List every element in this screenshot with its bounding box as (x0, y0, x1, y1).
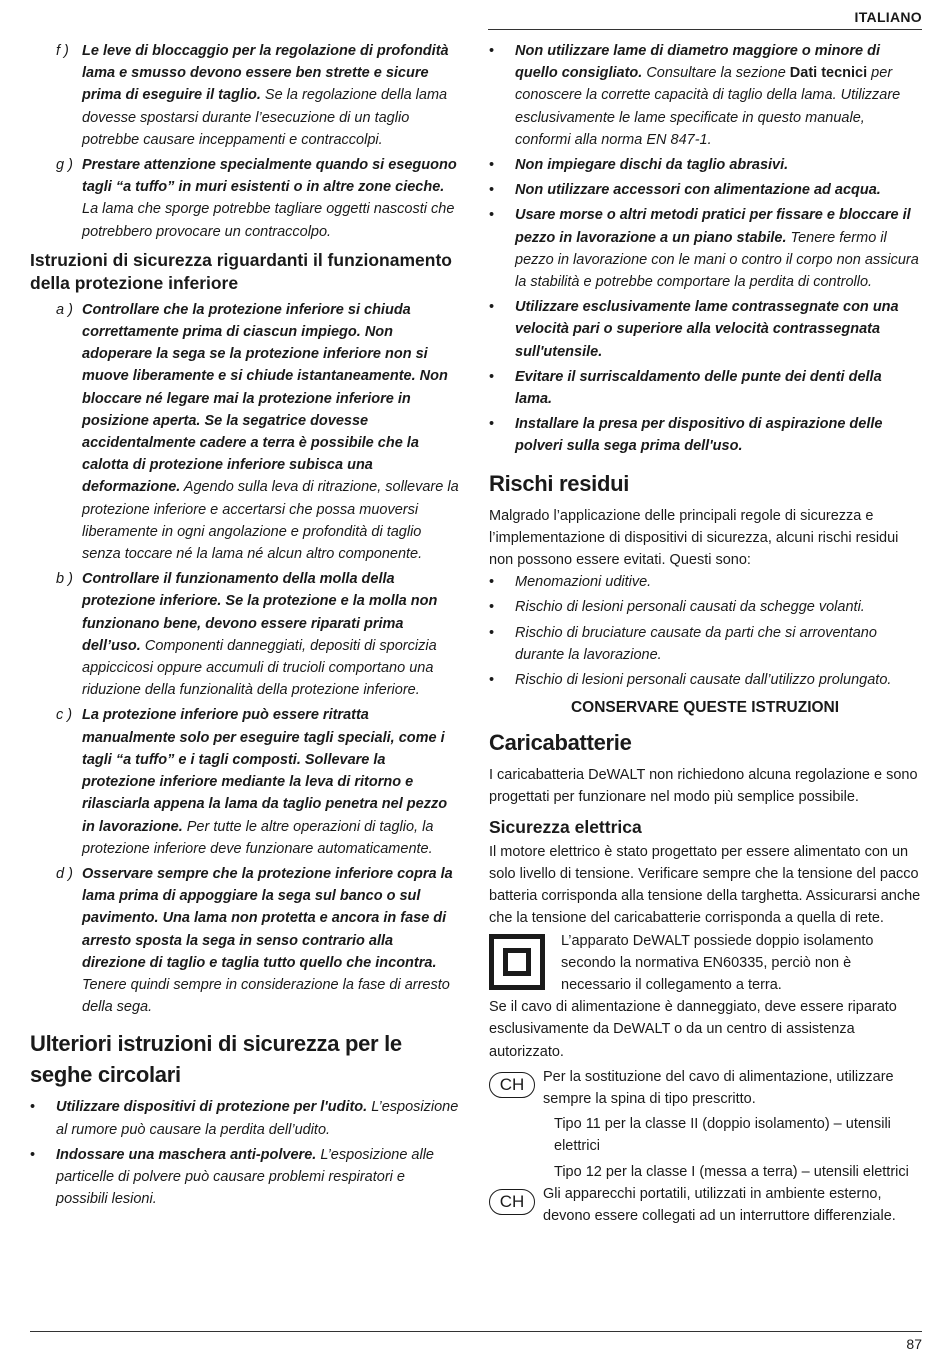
item-bold: Controllare che la protezione inferiore si chiuda correttamente prima di ciascun impiego. Non adoperare la sega se la protezione inferiore non si muove liberamente e si chiude istantaneamente. Non bloccare né legare mai la protezione inferiore in posizione aperta. Se la segatrice dovesse accidentalmente cadere a terra è possibile che la calotta di protezione inferiore subisca una deformazione. (82, 301, 448, 496)
bullet-icon: • (489, 43, 495, 59)
section-heading: Istruzioni di sicurezza riguardanti il funzionamento della protezione inferiore (30, 249, 452, 293)
residual-risks-title: Rischi residui (489, 470, 630, 496)
bullet-icon: • (489, 672, 495, 689)
item-bold: Non impiegare dischi da taglio abrasivi. (515, 157, 789, 174)
double-insulation-row (489, 930, 921, 997)
item-strong: Dati tecnici (789, 65, 868, 82)
item-bold: Utilizzare dispositivi di protezione per l'udito. (56, 1099, 368, 1116)
electrical-safety-heading: Sicurezza elettrica (489, 816, 642, 837)
item-text: La lama che sporge potrebbe tagliare oggetti nascosti che potrebbero provocare un contraccolpo. (82, 201, 455, 240)
list-item (30, 863, 460, 1018)
footer-rule (30, 1331, 922, 1332)
item-text: Se la regolazione della lama dovesse spostarsi durante l’esecuzione di un taglio potrebbe causare inceppamenti e contraccolpi. (82, 87, 448, 148)
item-marker: g ) (56, 157, 73, 174)
item-bold: Evitare il surriscaldamento delle punte dei denti della lama. (515, 368, 882, 408)
bullet-item (489, 40, 921, 151)
electrical-safety-text: Il motore elettrico è stato progettato per essere alimentato con un solo livello di tensione. Verificare sempre che la tensione del pacco batteria corrisponda alla tensione della targhetta. Assicurarsi anche che la tensione del caricabatterie corrisponda a quella di rete. (489, 843, 921, 927)
double-insulation-icon (489, 934, 549, 990)
item-text: Tenere quindi sempre in considerazione la fase di arresto della sega. (82, 976, 450, 1016)
item-text: Menomazioni uditive. (515, 574, 652, 591)
item-text: Consultare la sezione (642, 65, 790, 82)
item-text: Rischio di lesioni personali causate dall’utilizzo prolungato. (515, 672, 892, 689)
type12-text: Tipo 12 per la classe I (messa a terra) – utensili elettrici (554, 1163, 909, 1180)
item-marker: d ) (56, 865, 73, 882)
item-marker: a ) (56, 301, 73, 318)
list-item (30, 40, 460, 151)
residual-intro: Malgrado l’applicazione delle principali regole di sicurezza e l’implementazione di dispositivi di sicurezza, alcuni rischi residui non possono essere evitati. Questi sono: (489, 507, 899, 569)
bullet-item (489, 366, 921, 410)
ch-row (489, 1066, 921, 1110)
ch-rcd-text: Gli apparecchi portatili, utilizzati in ambiente esterno, devono essere collegati ad un interruttore differenziale. (543, 1185, 896, 1224)
item-bold: Non utilizzare lame di diametro maggiore o minore di quello consigliato. (515, 43, 880, 82)
item-bold: Non utilizzare accessori con alimentazione ad acqua. (515, 182, 881, 199)
bullet-icon: • (30, 1146, 36, 1163)
bullet-icon: • (489, 299, 495, 316)
bullet-icon: • (489, 207, 495, 224)
list-item (30, 568, 460, 701)
item-text: Componenti danneggiati, depositi di sporcizia appiccicosi oppure accumuli di trucioli comportano una riduzione della funzionalità della protezione inferiore. (82, 637, 437, 699)
keep-instructions-heading: CONSERVARE QUESTE ISTRUZIONI (570, 699, 840, 717)
item-text: per conoscere la corrette capacità di taglio della lama. Utilizzare esclusivamente le lame specificate in questo manuale, conformi alla norma EN 847-1. (515, 65, 901, 148)
bullet-item (489, 413, 921, 457)
type11-text: Tipo 11 per la classe II (doppio isolamento) – utensili elettrici (554, 1116, 891, 1155)
item-bold: Controllare il funzionamento della molla della protezione inferiore. Se la protezione e la molla non funzionano bene, devono essere riparati prima dell’uso. (82, 571, 438, 654)
bullet-icon: • (489, 157, 495, 174)
item-marker: f ) (56, 43, 69, 59)
charger-title: Caricabatterie (489, 730, 632, 756)
header-rule (488, 29, 922, 30)
bullet-icon: • (489, 624, 495, 641)
ch-row (489, 1183, 921, 1227)
double-insulation-text: L’apparato DeWALT possiede doppio isolamento secondo la normativa EN60335, perciò non è necessario il collegamento a terra. (561, 932, 874, 993)
item-marker: b ) (56, 571, 73, 588)
bullet-item (489, 296, 921, 363)
bullet-item (30, 1096, 460, 1140)
bullet-icon: • (489, 416, 495, 433)
item-text: L’esposizione al rumore può causare la perdita dell’udito. (56, 1099, 459, 1138)
item-text: Tenere fermo il pezzo in lavorazione con le mani o contro il corpo non assicura la stabilità e potrebbe comportare la perdita di controllo. (515, 229, 919, 291)
bullet-item (489, 571, 921, 593)
item-bold: Installare la presa per dispositivo di aspirazione delle polveri sulla sega prima dell'uso. (515, 416, 883, 455)
ch-icon: CH (489, 1072, 535, 1098)
item-bold: La protezione inferiore può essere ritratta manualmente solo per eseguire tagli speciali, come i tagli “a tuffo” e i tagli composti. Sollevare la protezione inferiore mediante la leva di ritorno e rilasciarla appena la lama da taglio penetra nel pezzo in lavorazione. (82, 707, 448, 835)
list-item (30, 154, 460, 243)
item-bold: Utilizzare esclusivamente lame contrassegnate con una velocità pari o superiore alla velocità contrassegnata sull'utensile. (515, 299, 899, 360)
bullet-item (489, 154, 921, 176)
item-text: L’esposizione alle particelle di polvere può causare problemi respiratori e possibili lesioni. (56, 1146, 434, 1208)
left-column (30, 40, 460, 1213)
ch-icon: CH (489, 1189, 535, 1215)
item-bold: Usare morse o altri metodi pratici per fissare e bloccare il pezzo in lavorazione a un piano stabile. (515, 207, 911, 246)
bullet-item (489, 669, 921, 691)
list-item (30, 299, 460, 565)
bullet-item (30, 1144, 460, 1211)
page-number: 87 (906, 1336, 922, 1352)
item-text: Rischio di bruciature causate da parti che si arroventano durante la lavorazione. (515, 624, 877, 663)
bullet-item (489, 179, 921, 201)
bullet-icon: • (489, 368, 495, 385)
bullet-icon: • (489, 574, 495, 591)
bullet-icon: • (489, 599, 495, 616)
item-marker: c ) (56, 707, 73, 724)
item-bold: Indossare una maschera anti-polvere. (56, 1146, 317, 1163)
right-column (489, 40, 921, 1227)
item-bold: Le leve di bloccaggio per la regolazione di profondità lama e smusso devono essere ben strette e sicure prima di eseguire il taglio. (82, 43, 449, 104)
bullet-item (489, 622, 921, 666)
bullet-icon: • (30, 1099, 36, 1116)
language-label: ITALIANO (854, 9, 922, 25)
section-title: Ulteriori istruzioni di sicurezza per le seghe circolari (30, 1031, 402, 1088)
charger-text: I caricabatteria DeWALT non richiedono alcuna regolazione e sono progettati per funzionare nel modo più semplice possibile. (489, 767, 918, 806)
list-item (30, 704, 460, 859)
bullet-item (489, 204, 921, 293)
bullet-icon: • (489, 182, 495, 199)
item-bold: Osservare sempre che la protezione inferiore copra la lama prima di appoggiare la sega sul banco o sul pavimento. Una lama non protetta e ancora in fase di arresto sposta la sega in senso contrario alla direzione di taglio e taglia tutto quello che incontra. (82, 865, 453, 971)
ch-plug-text: Per la sostituzione del cavo di alimentazione, utilizzare sempre la spina di tipo prescritto. (543, 1068, 894, 1107)
item-text: Per tutte le altre operazioni di taglio, la protezione inferiore deve funzionare automaticamente. (82, 818, 434, 857)
item-text: Rischio di lesioni personali causati da schegge volanti. (515, 599, 865, 616)
bullet-item (489, 596, 921, 618)
item-bold: Prestare attenzione specialmente quando si eseguono tagli “a tuffo” in muri esistenti o in altre zone cieche. (82, 157, 457, 196)
cable-text: Se il cavo di alimentazione è danneggiato, deve essere riparato esclusivamente da DeWALT o da un centro di assistenza autorizzato. (489, 999, 897, 1060)
item-text: Agendo sulla leva di ritrazione, sollevare la protezione inferiore e accertarsi che possa muoversi liberamente in ogni angolazione e profondità di taglio senza toccare né la lama né alcun altro componente. (82, 479, 459, 563)
